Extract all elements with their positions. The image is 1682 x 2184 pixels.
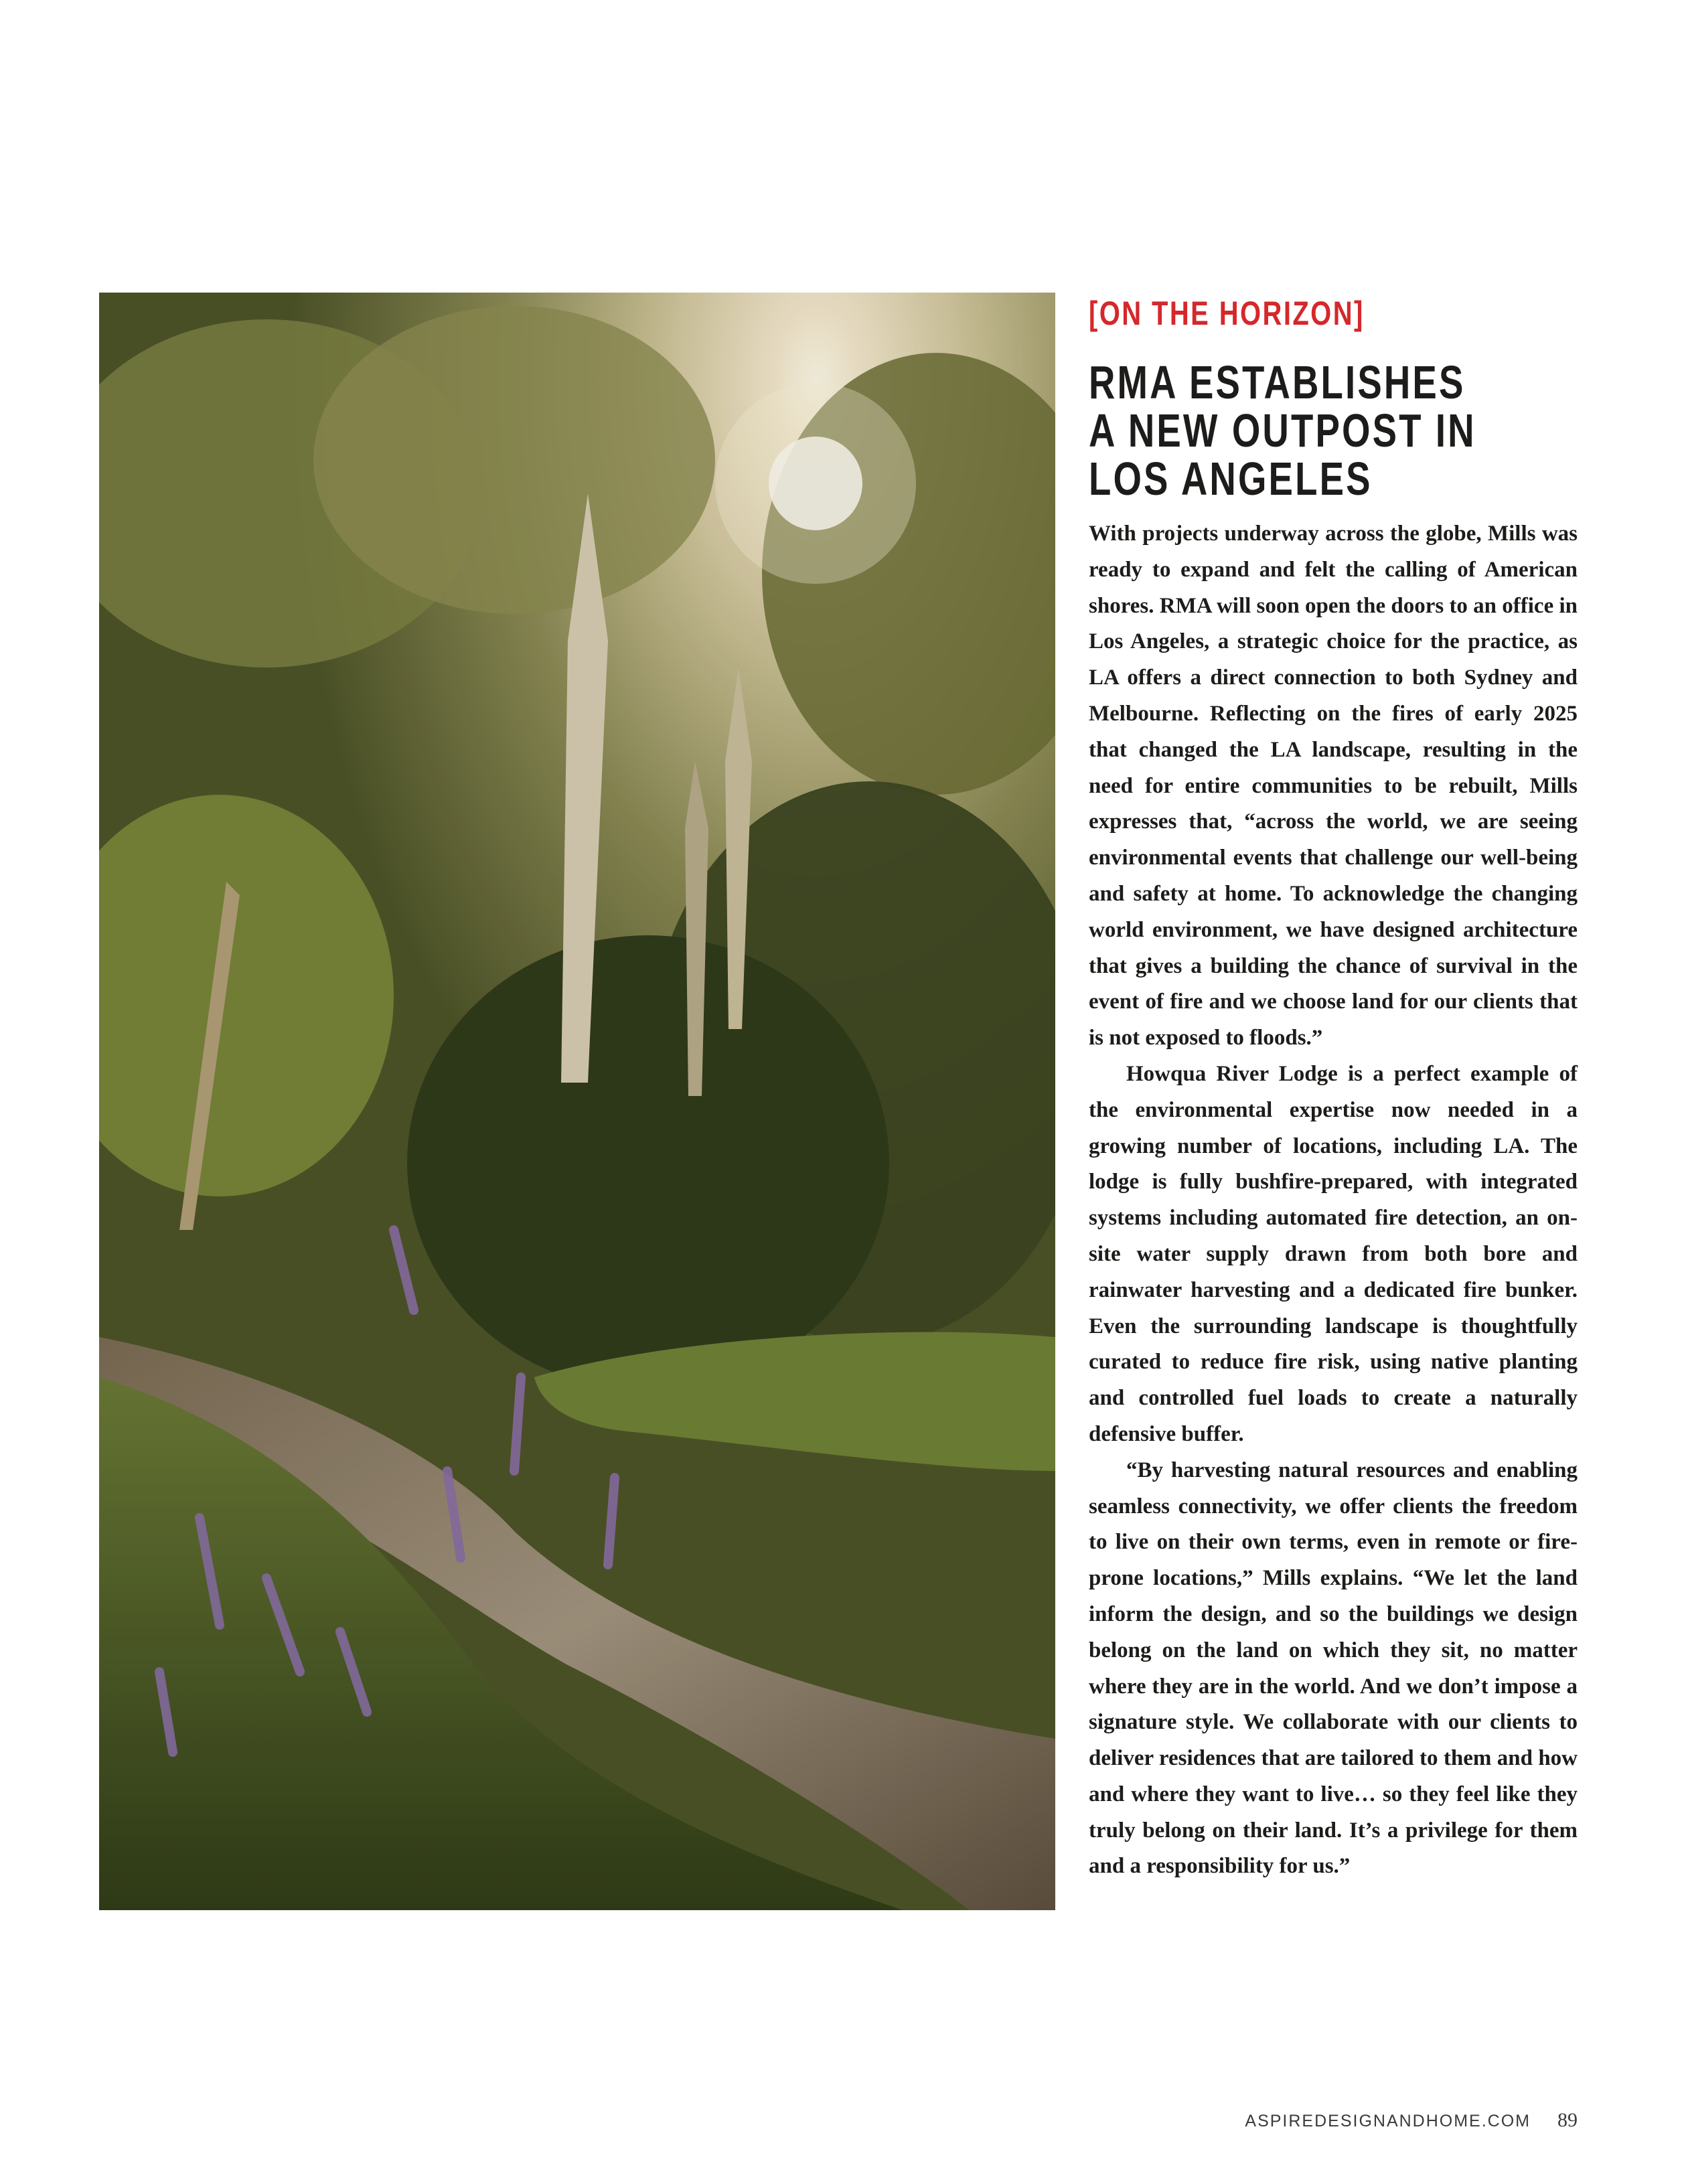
body-paragraph: With projects underway across the globe, Mills was ready to expand and felt the calling of American shores. RMA will soon open the doors to an office in Los Angeles, a strategic choice for the practice, as LA offers a direct connection to both Sydney and Melbourne. Reflecting on the fires of early 2025 that changed the LA landscape, resulting in the need for entire communities to be rebuilt, Mills expresses that, “across the world, we are seeing environmental events that challenge our well-being and safety at home. To acknowledge the changing world environment, we have designed architecture that gives a building the chance of survival in the event of fire and we choose land for our clients that is not exposed to floods.” — [1089, 522, 1578, 1050]
body-paragraph: Howqua River Lodge is a perfect example of the environmental expertise now needed in a growing number of locations, including LA. The lodge is fully bushfire-prepared, with integrated systems including automated fire detection, an on-site water supply drawn from both bore and rainwater harvesting and a dedicated fire bunker. Even the surrounding landscape is thoughtfully curated to reduce fire risk, using native planting and controlled fuel loads to create a naturally defensive buffer. — [1089, 1061, 1578, 1446]
headline-line: A NEW OUTPOST IN — [1089, 404, 1476, 457]
website-url: ASPIREDESIGNANDHOME.COM — [1245, 2112, 1531, 2130]
headline-line: RMA ESTABLISHES — [1089, 356, 1466, 408]
body-paragraph: “By harvesting natural resources and enabling seamless connectivity, we offer clients the freedom to live on their own terms, even in remote or fire-prone locations,” Mills explains. “We let the land inform the design, and so the buildings we design belong on the land on which they sit, no matter where they are in the world. And we don’t impose a signature style. We collaborate with our clients to deliver residences that are tailored to them and how and where they want to live… so they feel like they truly belong on their land. It’s a privilege for them and a responsibility for us.” — [1089, 1458, 1578, 1879]
section-kicker: [ON THE HORIZON] — [1089, 295, 1365, 332]
page-footer — [1245, 2109, 1578, 2132]
river-landscape-photo — [99, 293, 1055, 1910]
page-number: 89 — [1557, 2109, 1578, 2131]
article-headline — [1089, 356, 1476, 505]
article-body — [1089, 516, 1578, 1885]
headline-line: LOS ANGELES — [1089, 453, 1373, 505]
article — [1089, 293, 1578, 1885]
